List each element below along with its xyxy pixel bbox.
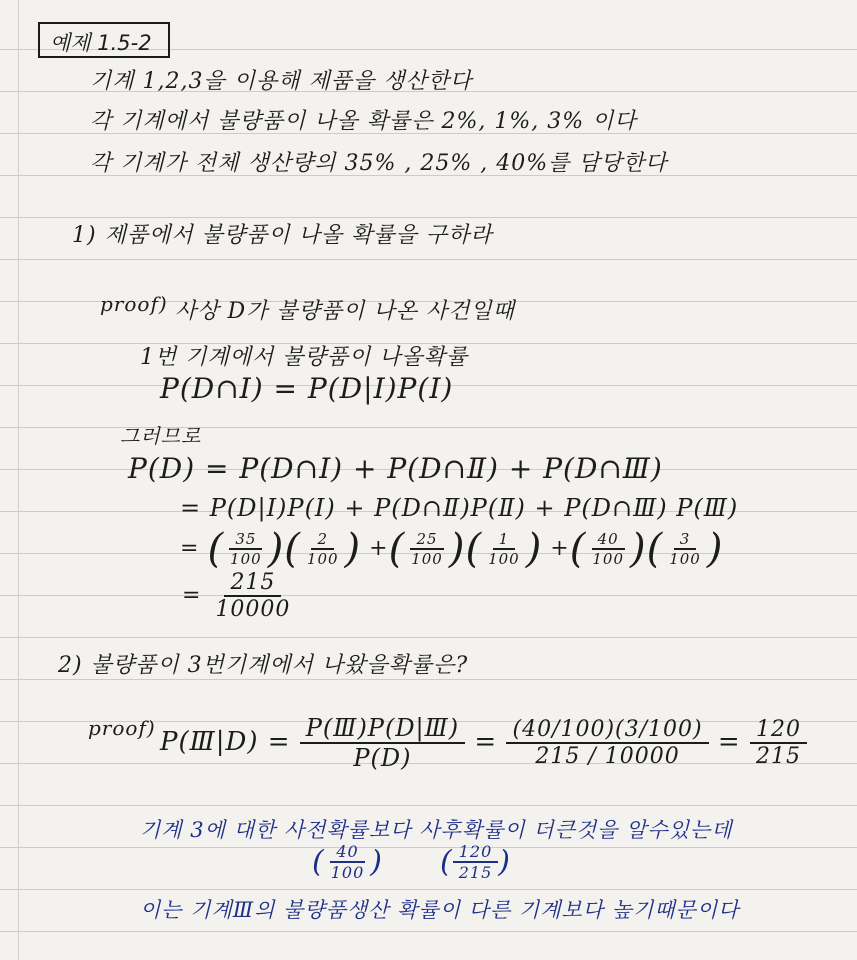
prior-fraction: $\frac{40}{100}$ — [330, 842, 365, 882]
fraction: $\frac{2}{100}$ — [306, 530, 339, 568]
bayes-result-fraction: $\frac{120}{215}$ — [750, 717, 807, 769]
equals-sign: = — [474, 727, 498, 757]
expanded-eq: = P(D|Ⅰ)P(Ⅰ) + P(D∩Ⅱ)P(Ⅱ) + P(D∩Ⅲ) P(Ⅲ) — [180, 494, 739, 522]
equals-sign: = — [717, 727, 741, 757]
question-2: 2) 불량품이 3번기계에서 나왔을확률은? — [58, 653, 469, 678]
note-line-1: 기계 3에 대한 사전확률보다 사후확률이 더큰것을 알수있는데 — [140, 818, 733, 842]
therefore: 그러므로 — [120, 424, 202, 448]
fraction: $\frac{3}{100}$ — [669, 530, 701, 568]
bayes-eq — [160, 714, 807, 772]
note-line-2: 이는 기계Ⅲ의 불량품생산 확률이 다른 기계보다 높기때문이다 — [140, 898, 740, 922]
proof-label-2: proof) — [88, 716, 156, 740]
bayes-lhs: P(Ⅲ|D) = — [160, 727, 291, 757]
fraction: $\frac{1}{100}$ — [488, 530, 520, 568]
prior-probability: ( $\frac{40}{100}$ ) — [312, 842, 383, 882]
result-eq — [182, 570, 296, 622]
proof-1-line-1: 사상 D가 불량품이 나온 사건일때 — [175, 299, 515, 324]
result-fraction: $\frac{215}{10000}$ — [215, 570, 291, 622]
fraction: $\frac{25}{100}$ — [411, 530, 443, 568]
intro-line-1: 기계 1,2,3을 이용해 제품을 생산한다 — [90, 69, 473, 94]
question-1: 1) 제품에서 불량품이 나올 확률을 구하라 — [72, 223, 493, 248]
formula-conditional: P(D∩Ⅰ) = P(D|Ⅰ)P(Ⅰ) — [160, 372, 454, 405]
total-probability-eq: P(D) = P(D∩Ⅰ) + P(D∩Ⅱ) + P(D∩Ⅲ) — [128, 452, 663, 485]
fraction: $\frac{40}{100}$ — [592, 530, 624, 568]
fraction: $\frac{35}{100}$ — [230, 530, 262, 568]
result-prefix: = — [182, 583, 202, 608]
posterior-probability: ( $\frac{120}{215}$ ) — [440, 842, 511, 882]
margin-line — [18, 0, 19, 960]
intro-line-3: 각 기계가 전체 생산량의 35% , 25% , 40%를 담당한다 — [90, 151, 668, 176]
proof-1-line-2: 1번 기계에서 불량품이 나올확률 — [140, 345, 469, 370]
bayes-fraction: $\frac{\text{P(Ⅲ)P(D|Ⅲ)}}{P(D)}$ — [300, 714, 465, 772]
bayes-numeric-fraction: $\frac{(40/100)(3/100)}{215 / 10000}$ — [506, 717, 708, 769]
example-title: 예제 1.5-2 — [38, 22, 170, 58]
numeric-eq: = ( $\frac{35}{100}$ )( $\frac{2}{100}$ ) +( $\frac{25}{100}$ )( $\frac{1}{100}$ ) +( $\frac{40}{100}$ )( $\frac{3}{100}$ ) — [180, 526, 724, 572]
proof-label-1: proof) — [100, 292, 168, 316]
posterior-fraction: $\frac{120}{215}$ — [453, 842, 499, 882]
numeric-eq-prefix: = — [180, 536, 200, 561]
intro-line-2: 각 기계에서 불량품이 나올 확률은 2%, 1%, 3% 이다 — [90, 109, 637, 134]
